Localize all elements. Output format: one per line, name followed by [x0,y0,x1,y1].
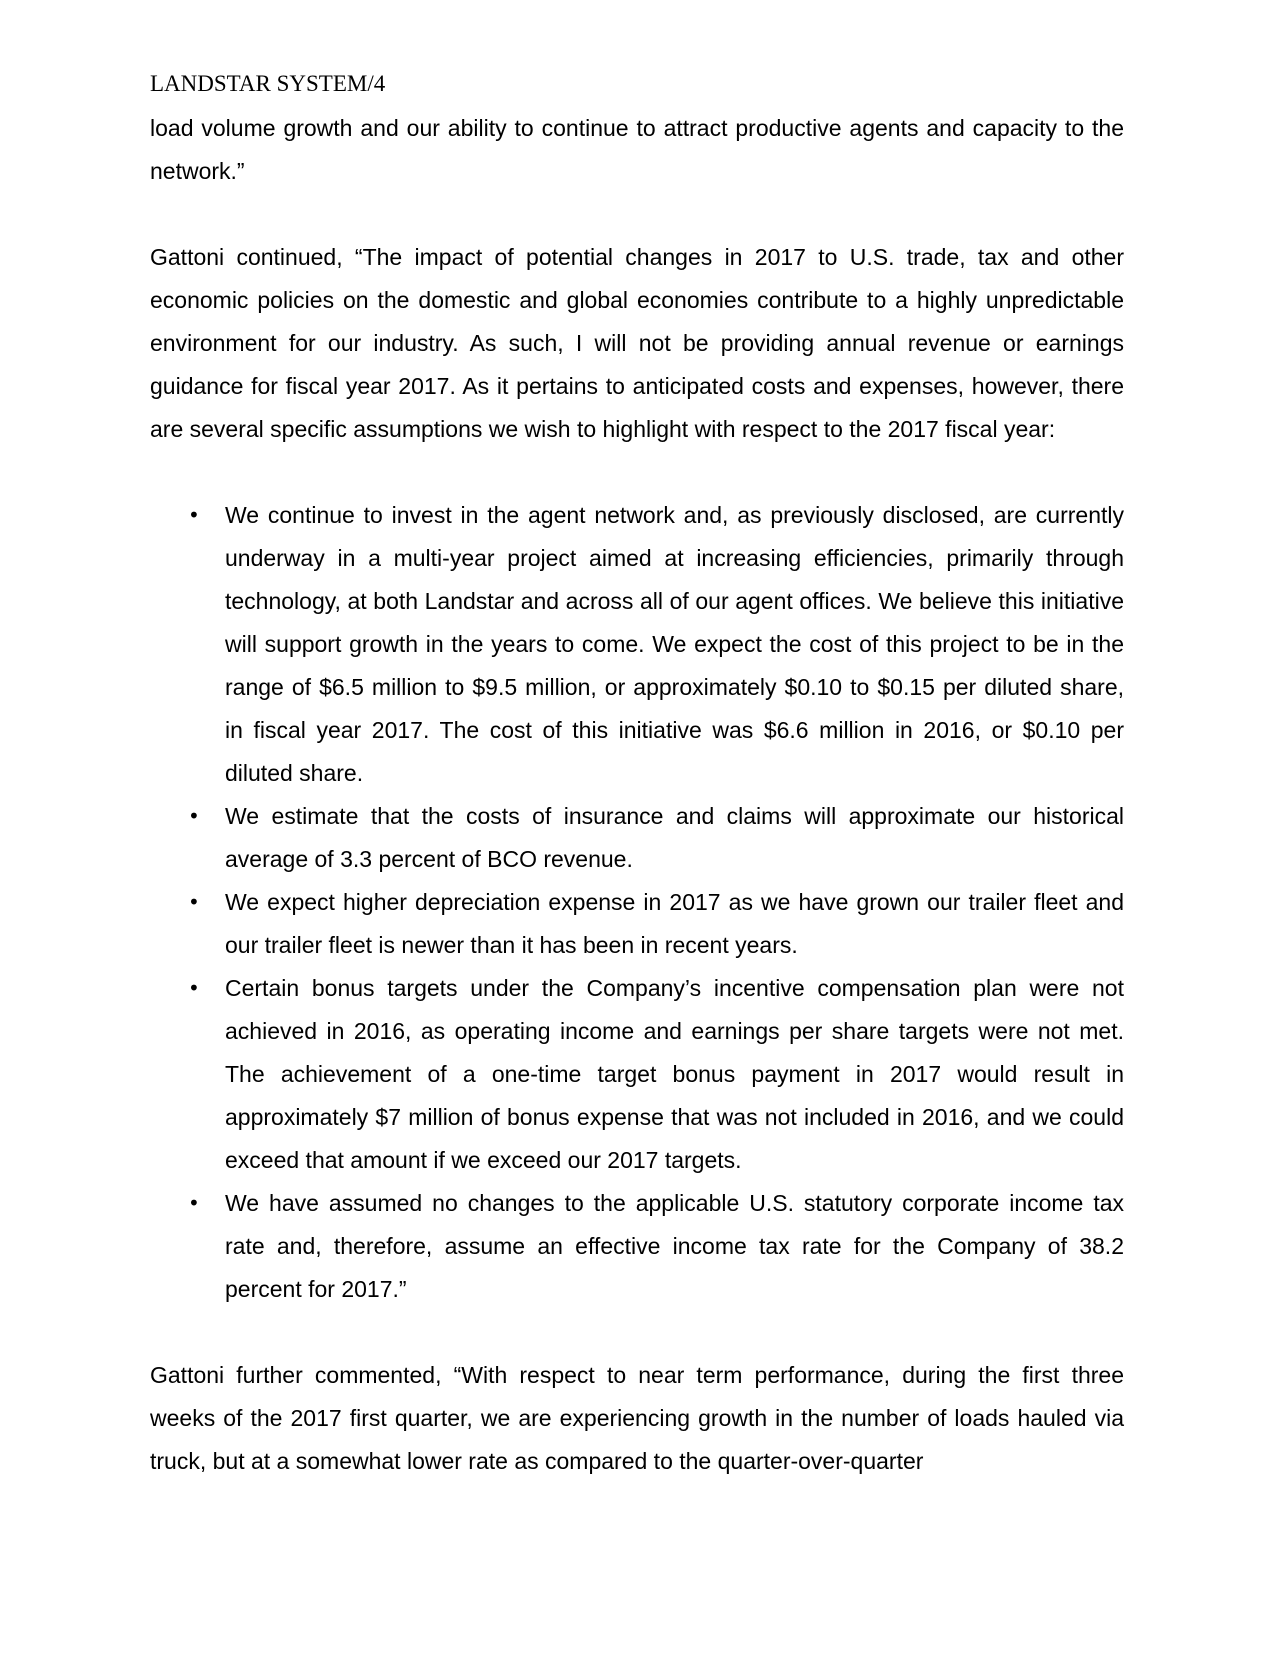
paragraph-gattoni-further: Gattoni further commented, “With respect to near term performance, during the first three weeks of the 2017 first quarter, we are experiencing growth in the number of loads hauled via truck, but at a somewhat lower rate as compared to the quarter-over-quarter [150,1362,1124,1474]
list-item [150,494,1124,795]
list-item [150,881,1124,967]
list-item-text: We have assumed no changes to the applicable U.S. statutory corporate income tax rate and, therefore, assume an effective income tax rate for the Company of 38.2 percent for 2017.” [225,1190,1124,1302]
bullet-icon: • [188,503,200,527]
list-item-text: Certain bonus targets under the Company’s incentive compensation plan were not achieved in 2016, as operating income and earnings per share targets were not met. The achievement of a one-time target bonus payment in 2017 would result in approximately $7 million of bonus expense that was not included in 2016, and we could exceed that amount if we exceed our 2017 targets. [225,975,1124,1173]
document-page [150,70,1124,1483]
paragraph-continuation: load volume growth and our ability to continue to attract productive agents and capacity to the network.” [150,115,1124,184]
running-header: LANDSTAR SYSTEM/4 [150,71,386,96]
bullet-icon: • [188,804,200,828]
paragraph-gap [150,1311,1124,1354]
bullet-icon: • [188,1191,200,1215]
paragraph-gap [150,451,1124,494]
paragraph-gap [150,193,1124,236]
list-item [150,967,1124,1182]
list-item-text: We estimate that the costs of insurance and claims will approximate our historical average of 3.3 percent of BCO revenue. [225,803,1124,872]
assumptions-list [150,494,1124,1311]
list-item [150,795,1124,881]
paragraph-gattoni-continued: Gattoni continued, “The impact of potential changes in 2017 to U.S. trade, tax and other economic policies on the domestic and global economies contribute to a highly unpredictable environment for our industry. As such, I will not be providing annual revenue or earnings guidance for fiscal year 2017. As it pertains to anticipated costs and expenses, however, there are several specific assumptions we wish to highlight with respect to the 2017 fiscal year: [150,244,1124,442]
list-item [150,1182,1124,1311]
bullet-icon: • [188,976,200,1000]
list-item-text: We expect higher depreciation expense in 2017 as we have grown our trailer fleet and our trailer fleet is newer than it has been in recent years. [225,889,1124,958]
bullet-icon: • [188,890,200,914]
list-item-text: We continue to invest in the agent network and, as previously disclosed, are currently underway in a multi-year project aimed at increasing efficiencies, primarily through technology, at both Landstar and across all of our agent offices. We believe this initiative will support growth in the years to come. We expect the cost of this project to be in the range of $6.5 million to $9.5 million, or approximately $0.10 to $0.15 per diluted share, in fiscal year 2017. The cost of this initiative was $6.6 million in 2016, or $0.10 per diluted share. [225,502,1124,786]
